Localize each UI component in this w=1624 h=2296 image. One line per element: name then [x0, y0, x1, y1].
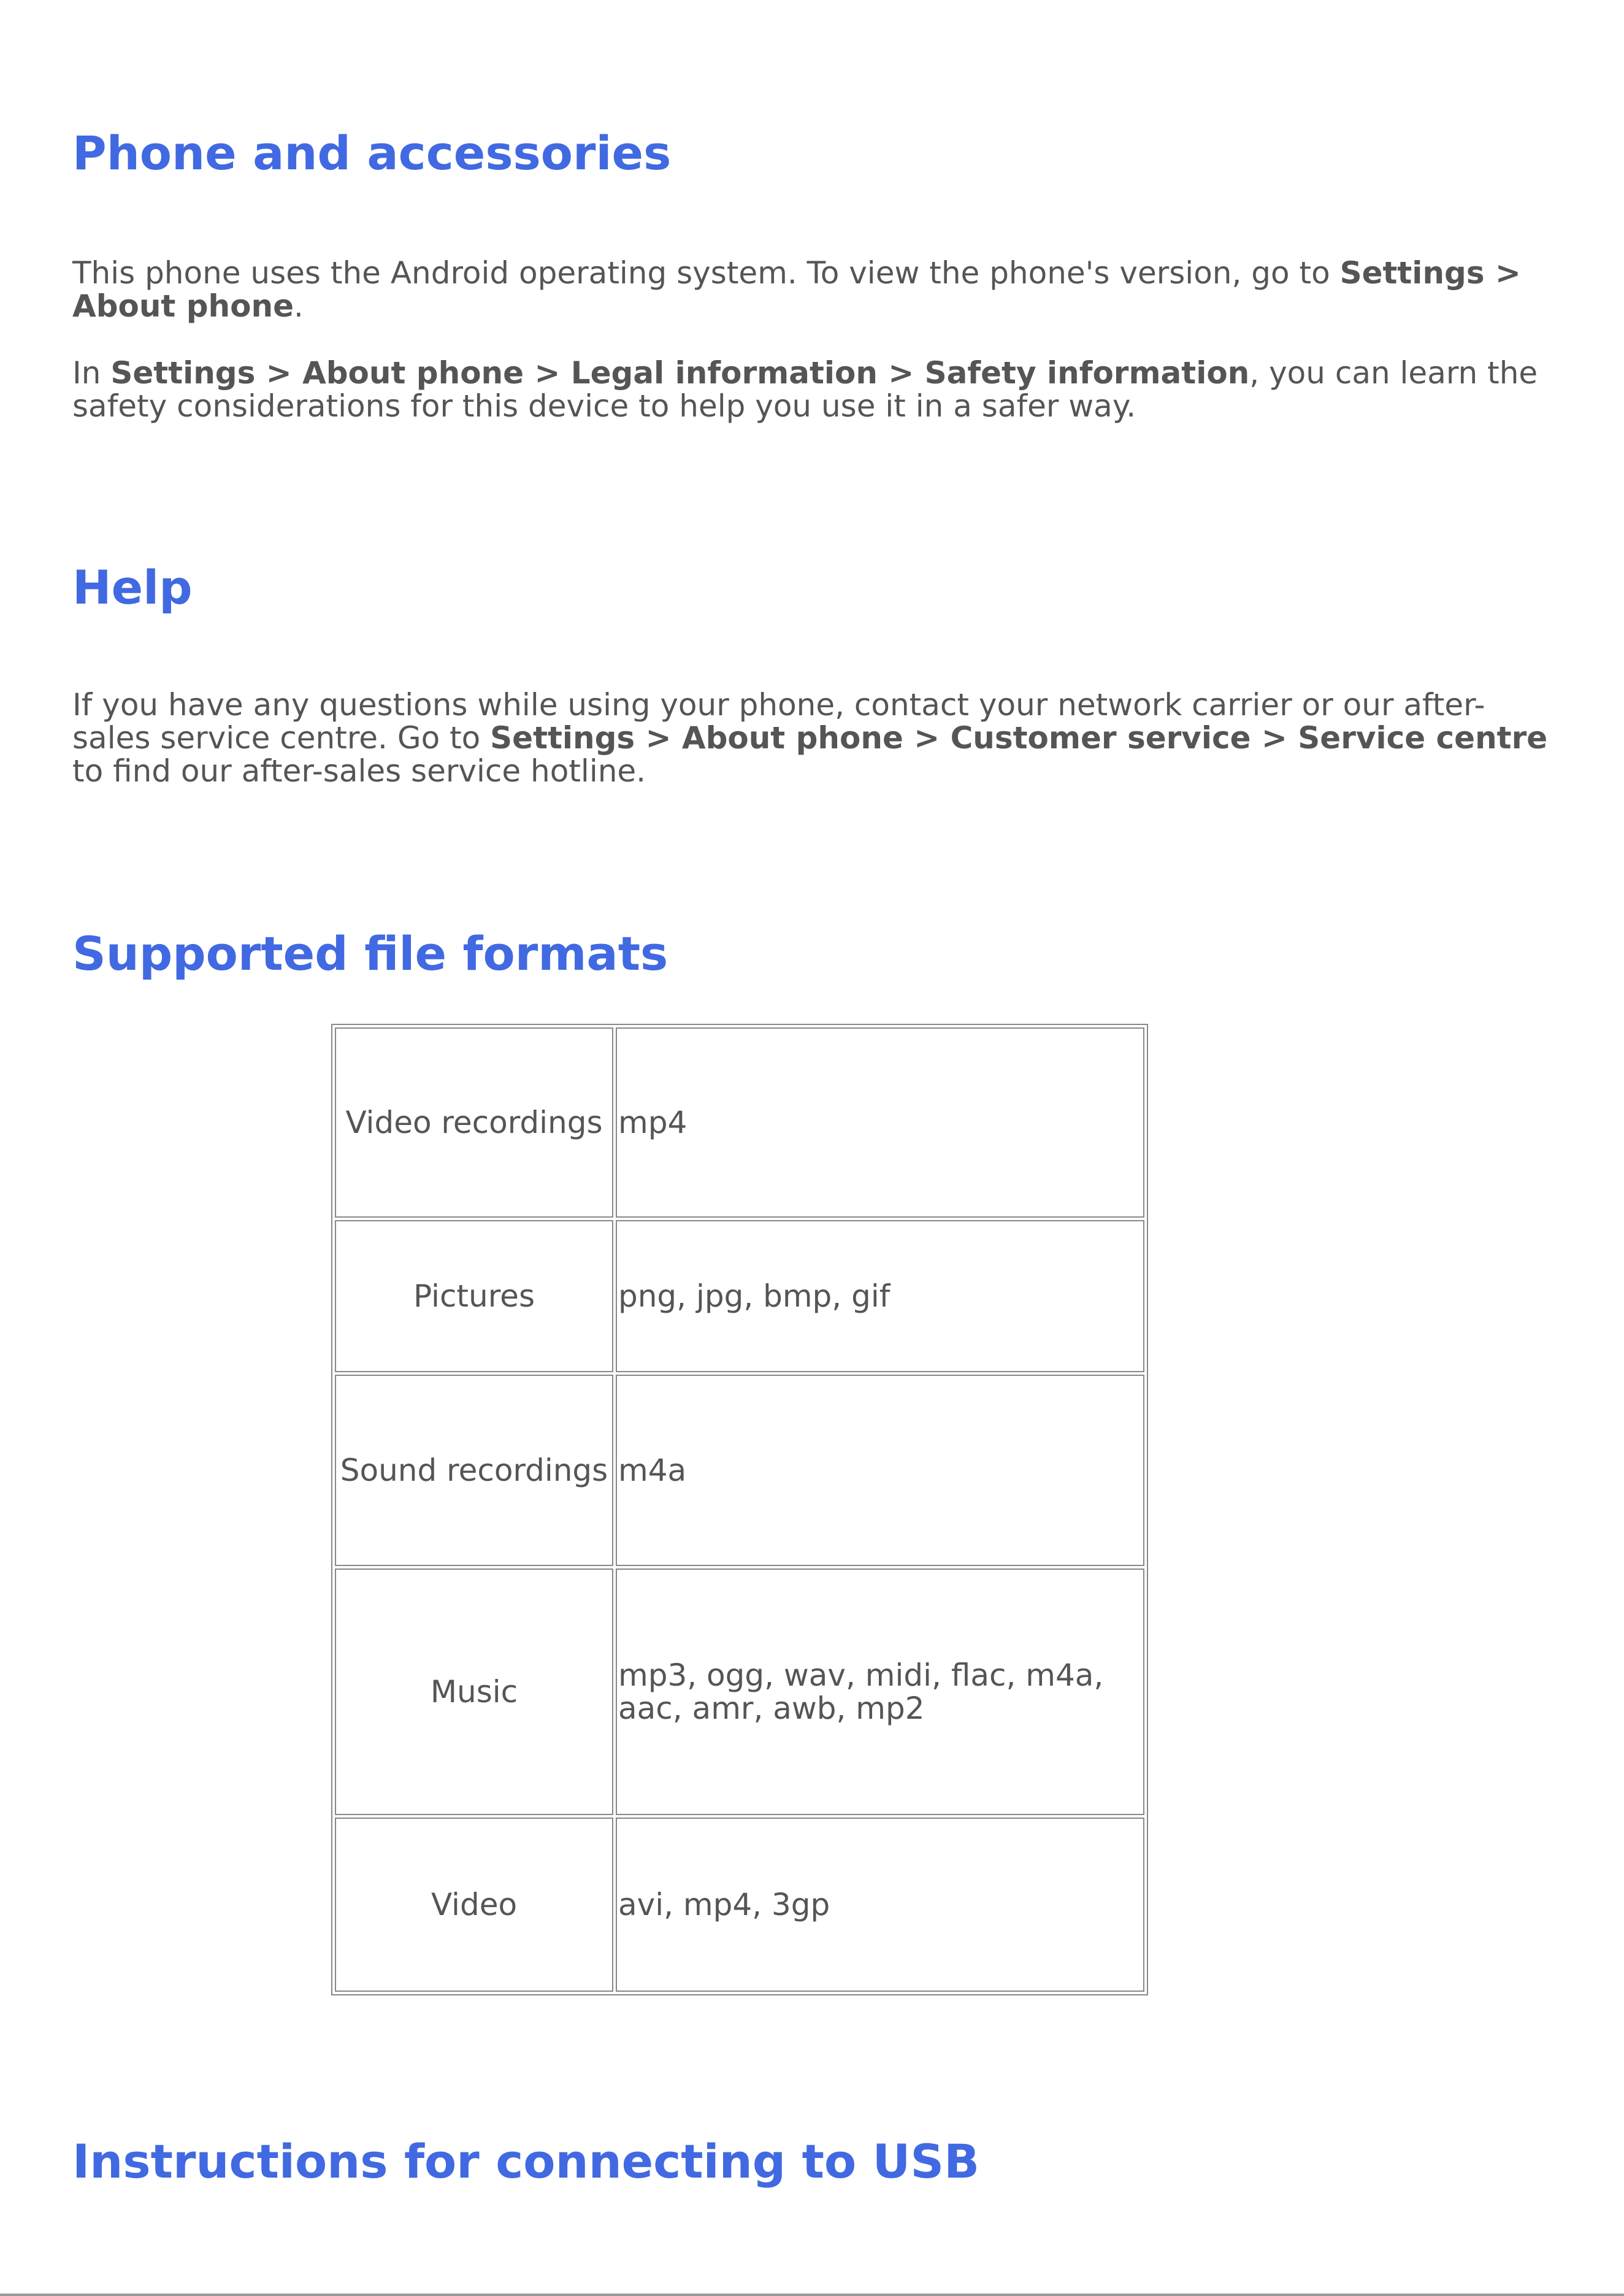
section-heading-usb-instructions: Instructions for connecting to USB	[72, 2134, 979, 2189]
paragraph-android-version	[72, 256, 1557, 323]
text-run: to find our after-sales service hotline.	[72, 753, 646, 789]
page-bottom-divider	[0, 2294, 1624, 2296]
supported-formats-table	[331, 1024, 1148, 1995]
table-row	[335, 1568, 1144, 1815]
text-run: , you can learn the safety considerations for this device to help you use it in a safer way.	[72, 355, 1538, 424]
format-extensions-cell: m4a	[616, 1375, 1144, 1566]
table-row	[335, 1220, 1144, 1372]
text-run: This phone uses the Android operating system. To view the phone's version, go to	[72, 255, 1340, 291]
table-row	[335, 1375, 1144, 1566]
paragraph-help	[72, 688, 1557, 788]
format-extensions-cell: avi, mp4, 3gp	[616, 1818, 1144, 1992]
section-heading-phone-and-accessories: Phone and accessories	[72, 126, 672, 180]
text-run: .	[294, 288, 304, 324]
settings-path: Settings > About phone	[72, 255, 1521, 324]
format-type-cell: Sound recordings	[335, 1375, 613, 1566]
section-heading-help: Help	[72, 560, 193, 615]
format-extensions-cell: mp3, ogg, wav, midi, flac, m4a, aac, amr, awb, mp2	[616, 1568, 1144, 1815]
settings-path: Settings > About phone > Legal information > Safety information	[110, 355, 1250, 391]
format-extensions-cell: mp4	[616, 1027, 1144, 1218]
format-type-cell: Pictures	[335, 1220, 613, 1372]
format-extensions-cell: png, jpg, bmp, gif	[616, 1220, 1144, 1372]
text-run: If you have any questions while using your phone, contact your network carrier or our after-sales service centre. Go to	[72, 687, 1485, 756]
format-type-cell: Music	[335, 1568, 613, 1815]
section-heading-supported-file-formats: Supported file formats	[72, 926, 668, 981]
settings-path: Settings > About phone > Customer service > Service centre	[490, 720, 1548, 756]
text-run: In	[72, 355, 111, 391]
format-type-cell: Video	[335, 1818, 613, 1992]
paragraph-safety-information	[72, 356, 1557, 423]
table-row	[335, 1818, 1144, 1992]
table-row	[335, 1027, 1144, 1218]
format-type-cell: Video recordings	[335, 1027, 613, 1218]
